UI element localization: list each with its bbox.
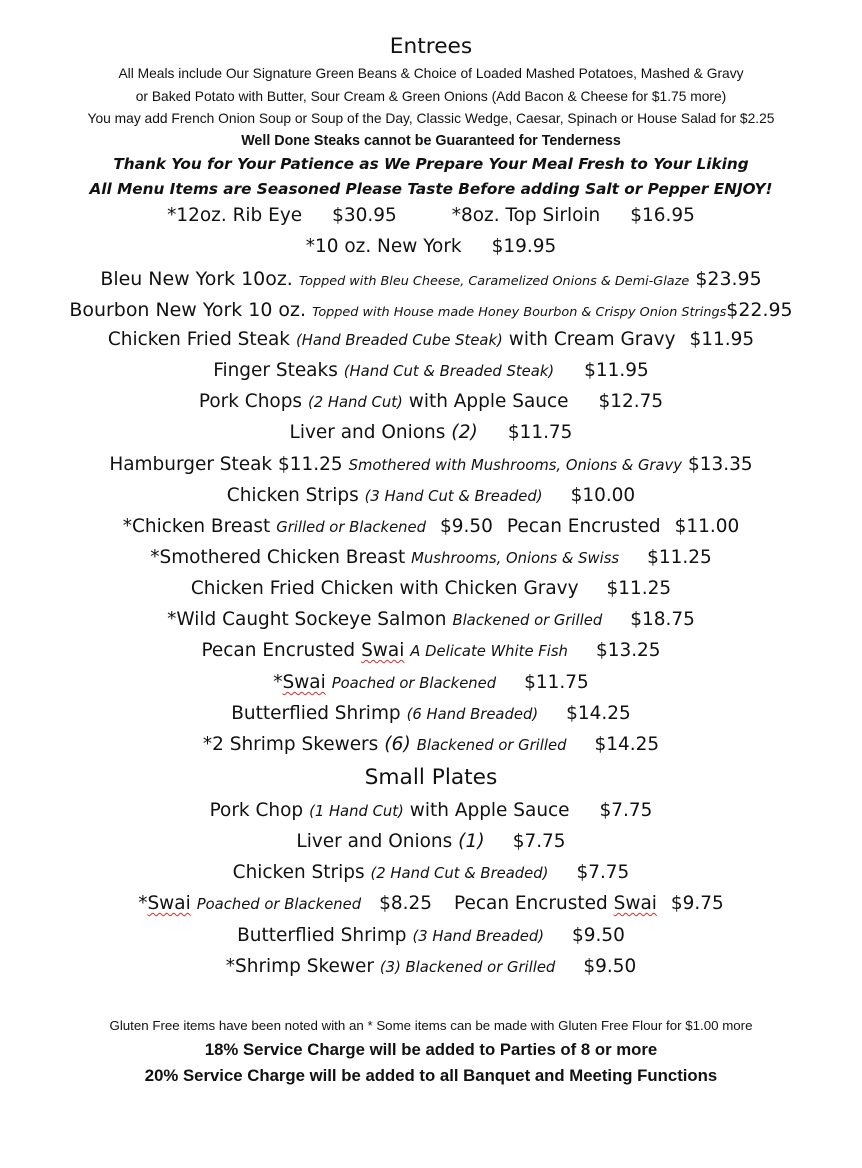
meal-info-line-2: or Baked Potato with Butter, Sour Cream & Green Onions (Add Bacon & Cheese for $1.75 more) xyxy=(135,89,727,104)
item-price: $30.95 xyxy=(332,205,397,226)
small-plate-pork-chop xyxy=(0,802,862,821)
menu-item-shrimp-skewers xyxy=(0,736,862,755)
item-name: Bleu New York 10oz. xyxy=(100,268,293,290)
item-price: $14.25 xyxy=(594,734,660,755)
item-description: (3) Blackened or Grilled xyxy=(379,959,556,976)
item-name: Liver and Onions xyxy=(296,831,453,852)
item-description: (2 Hand Cut & Breaded) xyxy=(370,865,549,882)
item-price: $14.25 xyxy=(566,703,631,724)
menu-item-chicken-fried-steak xyxy=(0,331,862,350)
item-description: Smothered with Mushrooms, Onions & Gravy xyxy=(348,457,683,474)
item-name: Liver and Onions xyxy=(289,422,446,443)
item-price: $7.75 xyxy=(512,831,566,852)
menu-item-liver-and-onions xyxy=(0,424,862,443)
item-description: (1) xyxy=(458,831,485,852)
service-charge-parties: 18% Service Charge will be added to Parties of 8 or more xyxy=(204,1040,658,1059)
item-name: *8oz. Top Sirloin xyxy=(451,205,601,226)
item-name: *Smothered Chicken Breast xyxy=(150,547,406,568)
menu-item-finger-steaks xyxy=(0,362,862,381)
item-price: $9.50 xyxy=(571,925,625,946)
item-description: Grilled or Blackened xyxy=(276,519,427,536)
item-description: Topped with Bleu Cheese, Caramelized Onions & Demi-Glaze xyxy=(298,274,690,289)
entrees-heading: Entrees xyxy=(389,34,473,59)
item-description: Blackened or Grilled xyxy=(416,737,567,754)
menu-item-sockeye-salmon xyxy=(0,611,862,630)
menu-item-chicken-breast xyxy=(0,518,862,537)
small-plate-butterflied-shrimp xyxy=(0,927,862,946)
item-name: Chicken Strips xyxy=(232,862,365,883)
item-description: Topped with House made Honey Bourbon & Crispy Onion Strings xyxy=(312,305,727,320)
item-price: $11.95 xyxy=(689,329,755,350)
small-plate-liver-and-onions xyxy=(0,833,862,852)
item-name: Bourbon New York 10 oz. xyxy=(69,299,306,321)
small-plate-chicken-strips xyxy=(0,864,862,883)
seasoning-note: All Menu Items are Seasoned Please Taste Before adding Salt or Pepper ENJOY! xyxy=(89,180,773,198)
menu-item-chicken-fried-chicken xyxy=(0,580,862,599)
item-description: (1 Hand Cut) xyxy=(309,803,404,820)
thank-you-note: Thank You for Your Patience as We Prepare Your Meal Fresh to Your Liking xyxy=(113,155,749,173)
item-price: $7.75 xyxy=(599,800,653,821)
item-description: Poached or Blackened xyxy=(196,896,362,913)
menu-item-butterflied-shrimp xyxy=(0,705,862,724)
item-name: Butterflied Shrimp xyxy=(231,703,401,724)
item-name: *Chicken Breast xyxy=(122,516,271,537)
item-description: (6 Hand Breaded) xyxy=(406,706,539,723)
item-name: *12oz. Rib Eye xyxy=(167,205,303,226)
item-price: $11.25 xyxy=(647,547,712,568)
item-name: Swai xyxy=(147,893,191,914)
menu-item-ribeye-sirloin xyxy=(0,207,862,226)
menu-item-pork-chops xyxy=(0,393,862,412)
item-description: (2 Hand Cut) xyxy=(308,394,403,411)
item-price: $23.95 xyxy=(695,268,762,290)
menu-item-new-york xyxy=(0,238,862,257)
item-price: $18.75 xyxy=(630,609,695,630)
item-description: Poached or Blackened xyxy=(331,675,497,692)
item-description: (Hand Breaded Cube Steak) xyxy=(295,332,503,349)
item-name: Pecan Encrusted xyxy=(201,640,356,661)
item-star: * xyxy=(138,893,148,914)
item-price: $12.75 xyxy=(598,391,664,412)
item-suffix: with Apple Sauce xyxy=(409,800,570,821)
item-name: Finger Steaks xyxy=(213,360,338,381)
item-description: Mushrooms, Onions & Swiss xyxy=(411,550,620,567)
item-description: (3 Hand Breaded) xyxy=(412,928,544,945)
item-description: Blackened or Grilled xyxy=(452,612,603,629)
item-name: Butterflied Shrimp xyxy=(237,925,407,946)
item-price: $11.00 xyxy=(674,516,740,537)
service-charge-banquet: 20% Service Charge will be added to all Banquet and Meeting Functions xyxy=(144,1066,718,1085)
item-name: Chicken Strips xyxy=(226,485,359,506)
item-name-fish: Swai xyxy=(613,893,657,914)
item-price: $13.35 xyxy=(688,454,753,475)
menu-item-chicken-strips xyxy=(0,487,862,506)
item-name-fish: Swai xyxy=(361,640,405,661)
item-price: $7.75 xyxy=(576,862,630,883)
item-price: $16.95 xyxy=(630,205,695,226)
menu-item-hamburger-steak xyxy=(0,456,862,475)
item-name: Hamburger Steak $11.25 xyxy=(109,454,343,475)
item-price: $9.50 xyxy=(583,956,637,977)
item-price: $13.25 xyxy=(595,640,661,661)
item-name: Pecan Encrusted xyxy=(506,516,661,537)
item-price: $10.00 xyxy=(570,485,636,506)
item-price: $8.25 xyxy=(379,893,432,914)
item-name: Swai xyxy=(282,672,326,693)
small-plates-heading: Small Plates xyxy=(364,765,498,790)
item-name: *10 oz. New York xyxy=(305,236,462,257)
item-price: $11.75 xyxy=(507,422,573,443)
item-description: (Hand Cut & Breaded Steak) xyxy=(343,363,555,380)
steak-disclaimer: Well Done Steaks cannot be Guaranteed for Tenderness xyxy=(241,133,621,149)
item-suffix: with Apple Sauce xyxy=(408,391,569,412)
menu-item-bourbon-new-york xyxy=(0,300,862,320)
item-star: * xyxy=(273,672,283,693)
item-price: $11.95 xyxy=(584,360,649,381)
item-description: (2) xyxy=(451,422,478,443)
item-suffix: with Cream Gravy xyxy=(508,329,676,350)
menu-item-swai xyxy=(0,674,862,693)
gluten-free-note: Gluten Free items have been noted with an * Some items can be made with Gluten Free Flour for $1.00 more xyxy=(109,1018,753,1033)
item-name: Pecan Encrusted xyxy=(454,893,608,914)
item-count: (6) xyxy=(384,734,411,755)
item-description: (3 Hand Cut & Breaded) xyxy=(364,488,543,505)
small-plate-swai xyxy=(0,895,862,914)
small-plate-shrimp-skewer xyxy=(0,958,862,977)
item-price: $9.50 xyxy=(440,516,493,537)
item-name: Chicken Fried Chicken with Chicken Gravy xyxy=(190,578,579,599)
item-price: $11.25 xyxy=(606,578,672,599)
meal-info-line-1: All Meals include Our Signature Green Beans & Choice of Loaded Mashed Potatoes, Mashed & Gravy xyxy=(118,66,744,81)
item-price: $11.75 xyxy=(524,672,589,693)
item-name: Pork Chops xyxy=(198,391,303,412)
menu-item-pecan-encrusted-swai xyxy=(0,642,862,661)
meal-info-line-3: You may add French Onion Soup or Soup of the Day, Classic Wedge, Caesar, Spinach or House Salad for $2.25 xyxy=(87,111,775,126)
item-price: $22.95 xyxy=(726,299,793,321)
menu-item-smothered-chicken-breast xyxy=(0,549,862,568)
item-name: Pork Chop xyxy=(209,800,304,821)
item-name: Chicken Fried Steak xyxy=(107,329,291,350)
item-price: $9.75 xyxy=(670,893,724,914)
menu-item-bleu-new-york xyxy=(0,269,862,289)
item-name: *Shrimp Skewer xyxy=(225,956,374,977)
item-description: A Delicate White Fish xyxy=(410,643,568,660)
item-name: *2 Shrimp Skewers xyxy=(202,734,379,755)
item-name: *Wild Caught Sockeye Salmon xyxy=(167,609,447,630)
item-price: $19.95 xyxy=(491,236,557,257)
